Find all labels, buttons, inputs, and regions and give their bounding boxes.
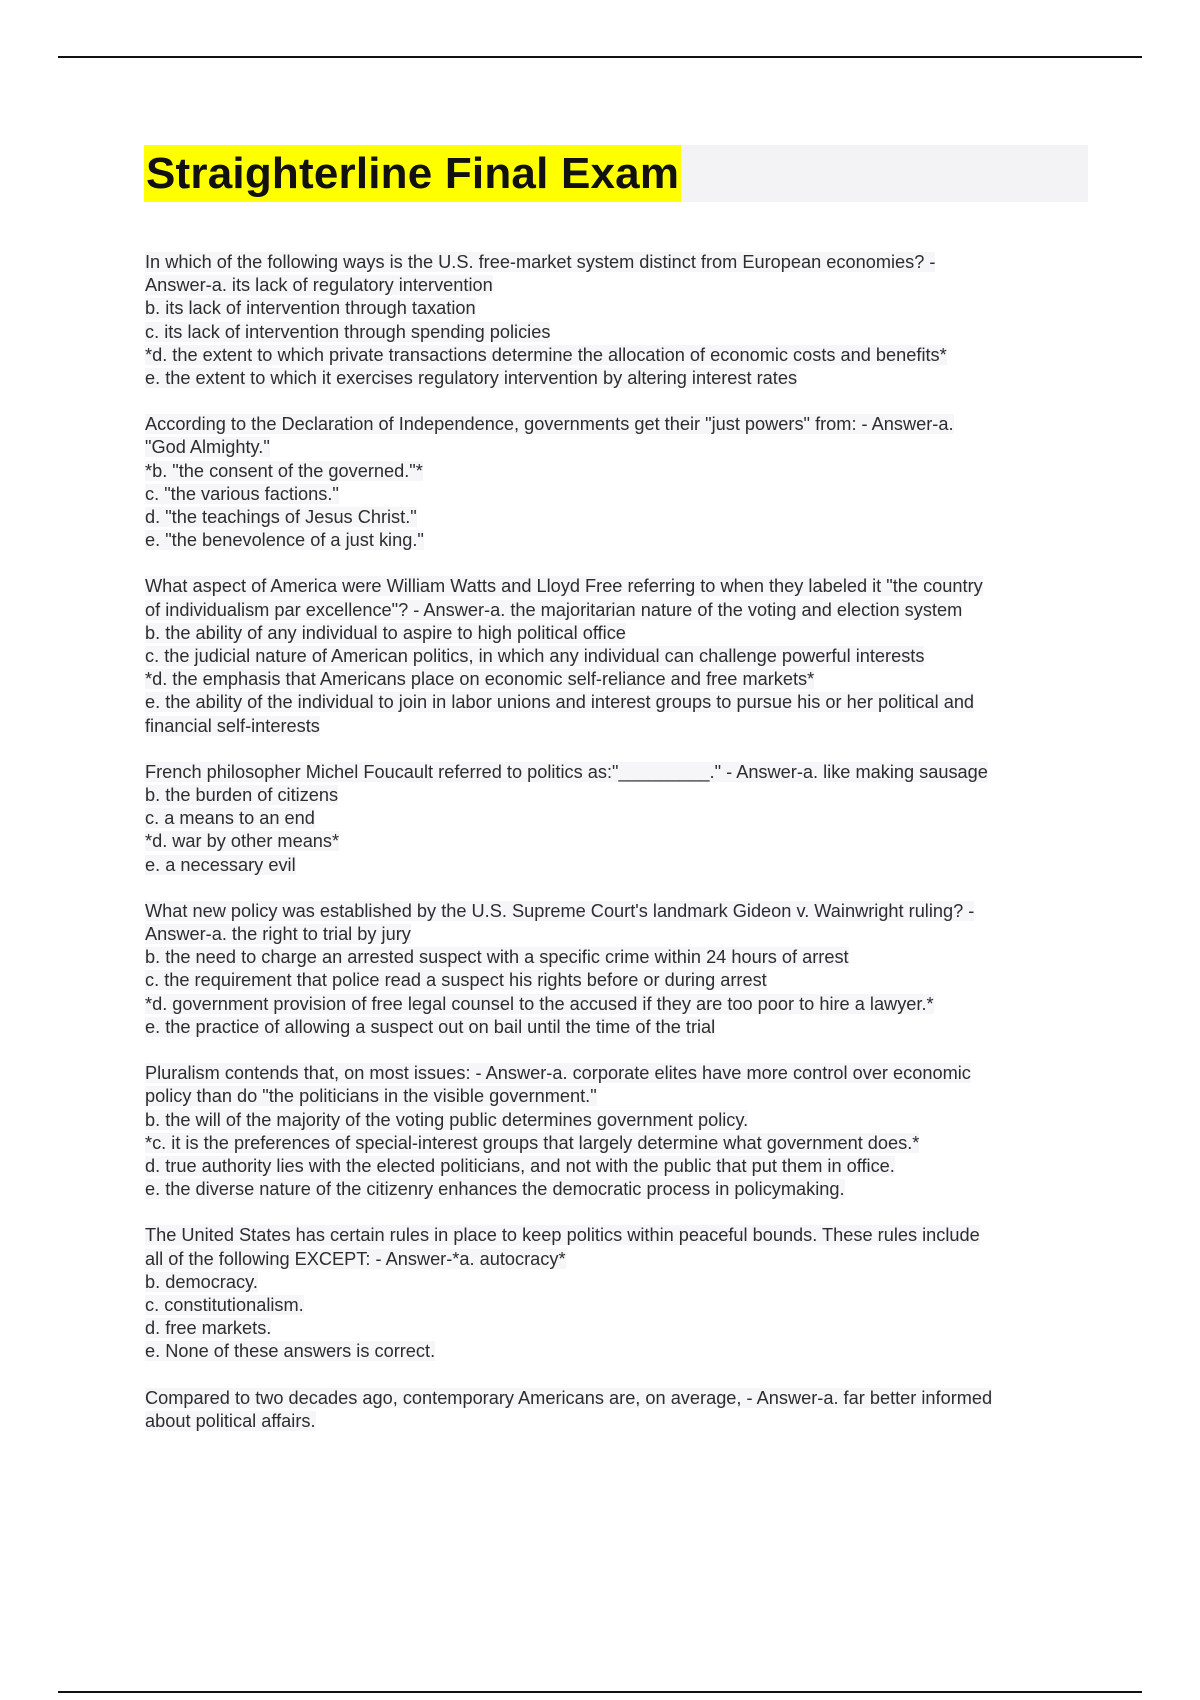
text-line: *d. the extent to which private transactions determine the allocation of economic costs and benefits* [145,344,947,365]
text-line: *d. government provision of free legal counsel to the accused if they are too poor to hire a lawyer.* [145,993,934,1014]
text-line: c. the requirement that police read a suspect his rights before or during arrest [145,970,767,991]
question-block [145,1387,1095,1433]
text-line: c. a means to an end [145,808,315,829]
text-line: d. true authority lies with the elected politicians, and not with the public that put them in office. [145,1155,895,1176]
text-line: b. the burden of citizens [145,785,339,806]
text-line: In which of the following ways is the U.S. free-market system distinct from European economies? - [145,252,936,272]
question-block [145,1224,1095,1363]
text-line: c. "the various factions." [145,483,339,504]
text-line: b. democracy. [145,1271,258,1292]
text-line: French philosopher Michel Foucault referred to politics as:"_________." - Answer-a. like making sausage [145,761,988,782]
text-line: financial self-interests [145,715,320,736]
text-line: c. constitutionalism. [145,1294,304,1315]
text-line: e. a necessary evil [145,854,296,875]
question-block [145,1062,1095,1201]
text-line: e. None of these answers is correct. [145,1341,436,1362]
text-line: b. its lack of intervention through taxation [145,298,476,319]
text-line: e. the ability of the individual to join in labor unions and interest groups to pursue his or her political and [145,692,975,713]
text-line: c. the judicial nature of American politics, in which any individual can challenge powerful interests [145,646,925,667]
text-line: b. the ability of any individual to aspire to high political office [145,622,626,643]
text-line: e. the diverse nature of the citizenry enhances the democratic process in policymaking. [145,1179,845,1200]
text-line: e. "the benevolence of a just king." [145,530,424,551]
text-line: According to the Declaration of Independence, governments get their "just powers" from: - Answer-a. [145,414,954,435]
text-line: b. the need to charge an arrested suspect with a specific crime within 24 hours of arrest [145,947,849,968]
question-block [145,413,1095,552]
page-title: Straighterline Final Exam [144,145,681,202]
text-line: *d. war by other means* [145,831,340,852]
text-line: Pluralism contends that, on most issues: - Answer-a. corporate elites have more control over economic [145,1063,971,1084]
text-line: *c. it is the preferences of special-interest groups that largely determine what government does.* [145,1132,920,1153]
text-line: *b. "the consent of the governed."* [145,460,423,481]
text-line: Answer-a. its lack of regulatory intervention [145,275,493,296]
text-line: e. the practice of allowing a suspect out on bail until the time of the trial [145,1016,716,1037]
text-line: of individualism par excellence"? - Answer-a. the majoritarian nature of the voting and election system [145,599,963,620]
question-block [145,900,1095,1039]
question-block [145,761,1095,877]
question-block [145,251,1095,390]
text-line: c. its lack of intervention through spending policies [145,321,551,342]
text-line: Compared to two decades ago, contemporary Americans are, on average, - Answer-a. far better informed [145,1387,993,1408]
text-line: d. "the teachings of Jesus Christ." [145,507,417,528]
text-line: "God Almighty." [145,437,270,458]
bottom-rule [58,1691,1142,1693]
text-line: What aspect of America were William Watts and Lloyd Free referring to when they labeled it "the country [145,576,983,597]
question-list [145,251,1095,1456]
text-line: What new policy was established by the U.S. Supreme Court's landmark Gideon v. Wainwright ruling? - [145,900,975,921]
text-line: Answer-a. the right to trial by jury [145,924,411,945]
text-line: all of the following EXCEPT: - Answer-*a. autocracy* [145,1248,566,1269]
top-rule [58,56,1142,58]
text-line: *d. the emphasis that Americans place on economic self-reliance and free markets* [145,669,815,690]
text-line: d. free markets. [145,1318,272,1339]
text-line: The United States has certain rules in place to keep politics within peaceful bounds. These rules include [145,1225,980,1246]
title-block [144,145,1088,202]
text-line: policy than do "the politicians in the visible government." [145,1086,597,1107]
text-line: about political affairs. [145,1410,316,1431]
question-block [145,575,1095,737]
text-line: b. the will of the majority of the voting public determines government policy. [145,1109,749,1130]
text-line: e. the extent to which it exercises regulatory intervention by altering interest rates [145,368,798,389]
